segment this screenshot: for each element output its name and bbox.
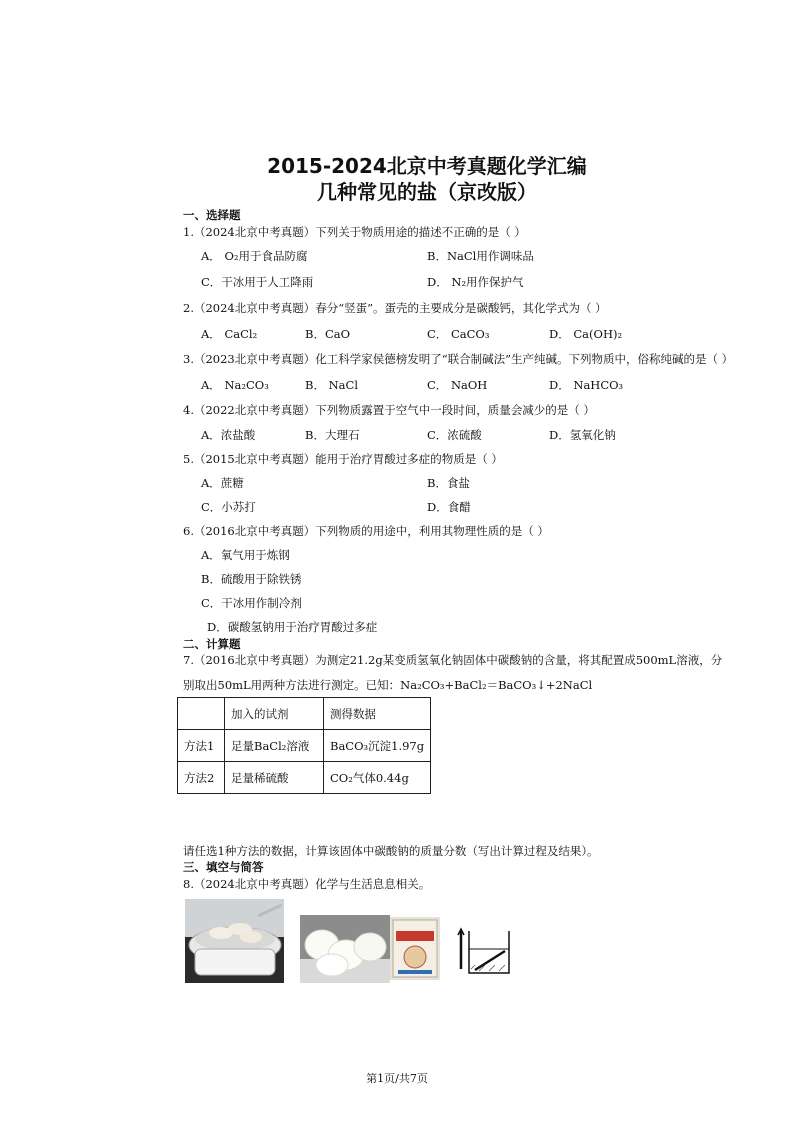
- table-header-cell: 加入的试剂: [225, 698, 324, 730]
- table-header-row: [178, 698, 431, 730]
- question-6-option-c: C．干冰用作制冷剂: [201, 596, 302, 610]
- document-title: 2015-2024北京中考真题化学汇编: [267, 154, 587, 178]
- question-5-stem: 5.（2015北京中考真题）能用于治疗胃酸过多症的物质是（ ）: [183, 452, 503, 466]
- section-heading-fill: 三、填空与简答: [183, 860, 264, 874]
- question-2-option-d: D． Ca(OH)₂: [549, 327, 623, 341]
- dumplings-steamer-photo: [185, 899, 284, 983]
- measurement-table: [177, 697, 431, 794]
- table-cell: 足量稀硫酸: [225, 762, 324, 794]
- question-3-option-b: B． NaCl: [305, 378, 359, 392]
- question-4-option-d: D．氢氧化钠: [549, 428, 616, 442]
- question-3-stem: 3.（2023北京中考真题）化工科学家侯德榜发明了“联合制碱法”生产纯碱。下列物质中，俗称纯碱的是（ ）: [183, 352, 734, 366]
- document-subtitle: 几种常见的盐（京改版）: [317, 180, 537, 204]
- question-1-option-c: C．干冰用于人工降雨: [201, 275, 314, 289]
- table-cell: 方法1: [178, 730, 225, 762]
- question-1-option-b: B．NaCl用作调味品: [427, 249, 534, 263]
- question-4-option-c: C．浓硫酸: [427, 428, 482, 442]
- question-6-option-d: D．碳酸氢钠用于治疗胃酸过多症: [207, 620, 378, 634]
- question-2-option-b: B．CaO: [305, 327, 351, 341]
- section-heading-choice: 一、选择题: [183, 208, 241, 222]
- question-5-option-a: A．蔗糖: [201, 476, 244, 490]
- table-cell: BaCO₃沉淀1.97g: [324, 730, 431, 762]
- question-1-stem: 1.（2024北京中考真题）下列关于物质用途的描述不正确的是（ ）: [183, 225, 526, 239]
- question-3-option-d: D． NaHCO₃: [549, 378, 624, 392]
- table-row: [178, 762, 431, 794]
- table-header-cell: 测得数据: [324, 698, 431, 730]
- question-7-stem-line1: 7.（2016北京中考真题）为测定21.2g某变质氢氧化钠固体中碳酸钠的含量，将其配置成500mL溶液，分: [183, 653, 723, 667]
- question-4-option-b: B．大理石: [305, 428, 360, 442]
- question-1-option-d: D． N₂用作保护气: [427, 275, 524, 289]
- question-4-stem: 4.（2022北京中考真题）下列物质露置于空气中一段时间，质量会减少的是（ ）: [183, 403, 595, 417]
- question-6-stem: 6.（2016北京中考真题）下列物质的用途中，利用其物理性质的是（ ）: [183, 524, 549, 538]
- table-row: [178, 730, 431, 762]
- question-5-option-b: B．食盐: [427, 476, 470, 490]
- question-2-option-a: A． CaCl₂: [201, 327, 258, 341]
- table-cell: CO₂气体0.44g: [324, 762, 431, 794]
- question-5-option-c: C．小苏打: [201, 500, 256, 514]
- page-footer: 第1页/共7页: [366, 1072, 428, 1085]
- yeast-package-photo: [390, 917, 440, 980]
- steamed-buns-photo: [300, 915, 390, 983]
- question-7-prompt: 请任选1种方法的数据，计算该固体中碳酸钠的质量分数（写出计算过程及结果）。: [183, 844, 599, 858]
- question-1-option-a: A． O₂用于食品防腐: [201, 249, 308, 263]
- question-4-option-a: A．浓盐酸: [201, 428, 256, 442]
- table-cell: 方法2: [178, 762, 225, 794]
- question-2-stem: 2.（2024北京中考真题）春分“竖蛋”。蛋壳的主要成分是碳酸钙，其化学式为（ ）: [183, 301, 607, 315]
- question-3-option-c: C． NaOH: [427, 378, 488, 392]
- question-7-stem-line2: 别取出50mL用两种方法进行测定。已知：Na₂CO₃+BaCl₂＝BaCO₃↓+2NaCl: [183, 678, 593, 692]
- beaker-diagram: [455, 925, 513, 975]
- question-8-stem: 8.（2024北京中考真题）化学与生活息息相关。: [183, 877, 431, 891]
- table-header-cell: [178, 698, 225, 730]
- question-3-option-a: A． Na₂CO₃: [201, 378, 269, 392]
- question-2-option-c: C． CaCO₃: [427, 327, 490, 341]
- table-cell: 足量BaCl₂溶液: [225, 730, 324, 762]
- question-6-option-b: B．硫酸用于除铁锈: [201, 572, 302, 586]
- question-5-option-d: D．食醋: [427, 500, 471, 514]
- question-6-option-a: A．氧气用于炼钢: [201, 548, 290, 562]
- section-heading-calc: 二、计算题: [183, 637, 241, 651]
